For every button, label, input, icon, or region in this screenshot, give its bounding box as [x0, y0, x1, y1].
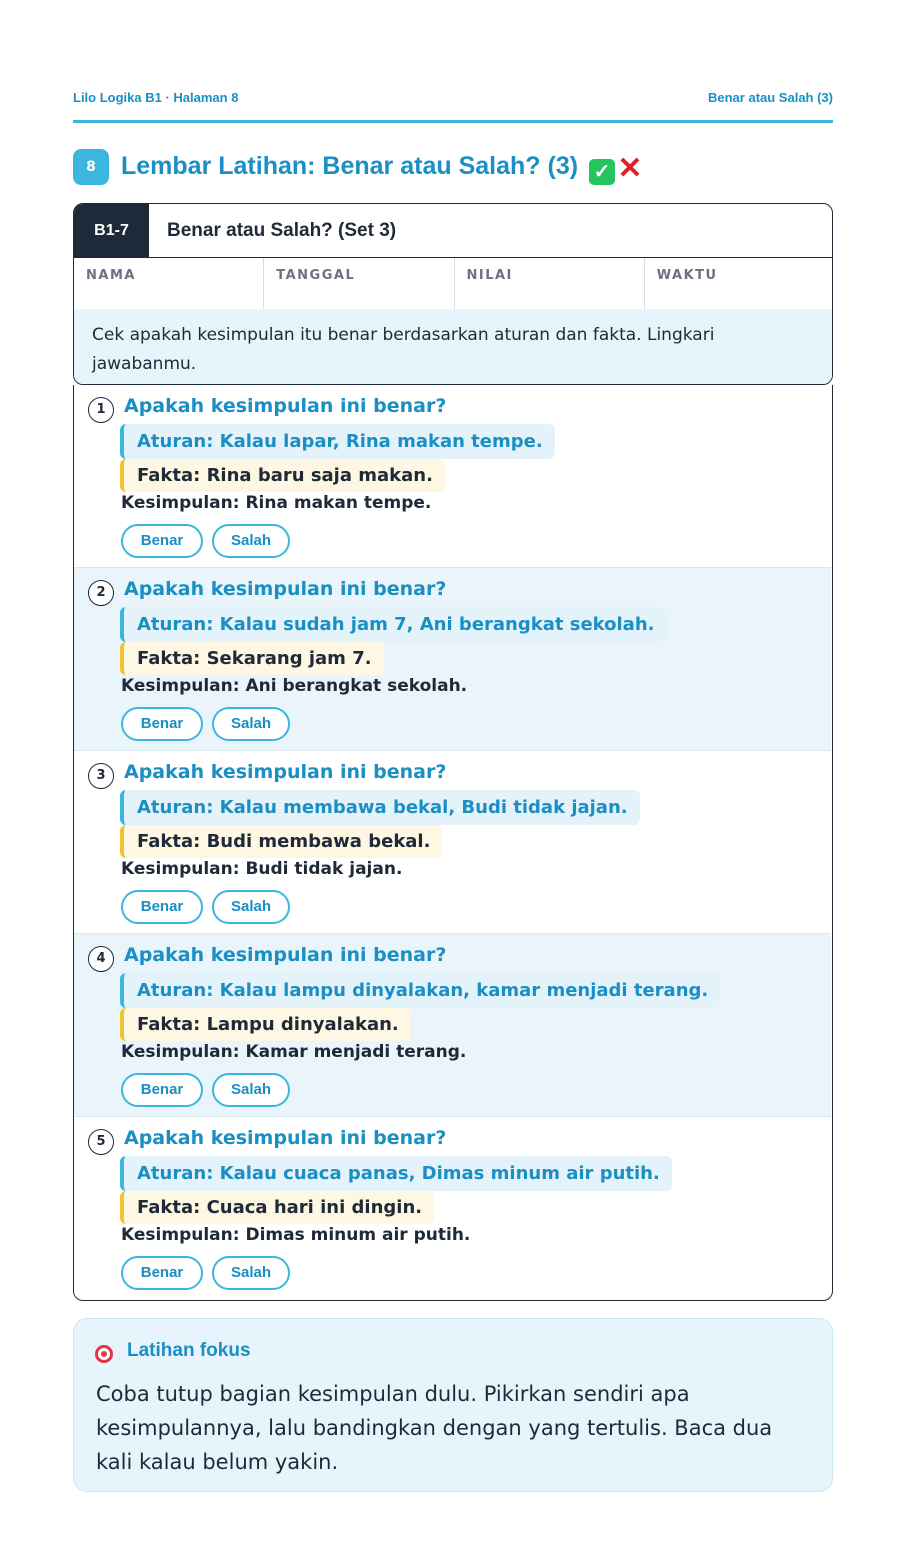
- header-section-title: Benar atau Salah (3): [708, 90, 833, 105]
- worksheet-code: B1-7: [74, 204, 149, 257]
- fact-box: Fakta: Rina baru saja makan.: [120, 459, 445, 492]
- conclusion-text: Kesimpulan: Dimas minum air putih.: [121, 1225, 471, 1245]
- fact-box: Fakta: Cuaca hari ini dingin.: [120, 1191, 434, 1224]
- fact-box: Fakta: Lampu dinyalakan.: [120, 1008, 411, 1041]
- title-text: Lembar Latihan: Benar atau Salah? (3): [121, 152, 579, 180]
- question-item: [74, 568, 831, 751]
- question-number: 4: [88, 946, 114, 972]
- student-fields: [74, 257, 833, 309]
- field-time[interactable]: WAKTU: [656, 268, 718, 283]
- rule-box: Aturan: Kalau lapar, Rina makan tempe.: [120, 424, 555, 459]
- question-number: 5: [88, 1129, 114, 1155]
- question-item: [74, 1117, 831, 1300]
- question-item: [74, 385, 831, 568]
- page-title: [73, 148, 833, 186]
- answer-true-button[interactable]: Benar: [121, 890, 203, 924]
- conclusion-text: Kesimpulan: Kamar menjadi terang.: [121, 1042, 467, 1062]
- rule-box: Aturan: Kalau membawa bekal, Budi tidak jajan.: [120, 790, 640, 825]
- question-text: Apakah kesimpulan ini benar?: [124, 761, 447, 783]
- tip-text: Coba tutup bagian kesimpulan dulu. Pikirkan sendiri apa kesimpulannya, lalu bandingkan dengan yang tertulis. Baca dua kali kalau belum yakin.: [96, 1382, 773, 1474]
- question-text: Apakah kesimpulan ini benar?: [124, 578, 447, 600]
- rule-box: Aturan: Kalau cuaca panas, Dimas minum air putih.: [120, 1156, 672, 1191]
- worksheet-title: Benar atau Salah? (Set 3): [167, 220, 397, 241]
- field-score[interactable]: NILAI: [455, 258, 645, 309]
- question-text: Apakah kesimpulan ini benar?: [124, 395, 447, 417]
- question-number: 1: [88, 397, 114, 423]
- answer-true-button[interactable]: Benar: [121, 707, 203, 741]
- question-list: [73, 385, 833, 1301]
- question-item: [74, 934, 831, 1117]
- target-icon: [95, 1345, 113, 1363]
- fact-box: Fakta: Budi membawa bekal.: [120, 825, 442, 858]
- answer-true-button[interactable]: Benar: [121, 524, 203, 558]
- answer-false-button[interactable]: Salah: [212, 1073, 290, 1107]
- question-text: Apakah kesimpulan ini benar?: [124, 1127, 447, 1149]
- instructions: Cek apakah kesimpulan itu benar berdasarkan aturan dan fakta. Lingkari jawabanmu.: [74, 309, 833, 385]
- question-text: Apakah kesimpulan ini benar?: [124, 944, 447, 966]
- answer-true-button[interactable]: Benar: [121, 1256, 203, 1290]
- header-book-page: Lilo Logika B1 · Halaman 8: [73, 90, 239, 105]
- conclusion-text: Kesimpulan: Budi tidak jajan.: [121, 859, 403, 879]
- cross-mark-icon: ✕: [617, 152, 643, 185]
- field-name[interactable]: NAMA: [74, 258, 264, 309]
- tip-title: Latihan fokus: [127, 1340, 251, 1361]
- fact-box: Fakta: Sekarang jam 7.: [120, 642, 384, 675]
- title-text-wrap: [121, 148, 643, 185]
- answer-false-button[interactable]: Salah: [212, 1256, 290, 1290]
- answer-false-button[interactable]: Salah: [212, 707, 290, 741]
- answer-true-button[interactable]: Benar: [121, 1073, 203, 1107]
- focus-tip-box: [73, 1318, 833, 1492]
- question-number: 3: [88, 763, 114, 789]
- rule-box: Aturan: Kalau lampu dinyalakan, kamar menjadi terang.: [120, 973, 720, 1008]
- page-number-badge: 8: [73, 149, 109, 185]
- answer-false-button[interactable]: Salah: [212, 524, 290, 558]
- check-mark-icon: ✓: [589, 159, 615, 185]
- conclusion-text: Kesimpulan: Rina makan tempe.: [121, 493, 432, 513]
- rule-box: Aturan: Kalau sudah jam 7, Ani berangkat sekolah.: [120, 607, 666, 642]
- answer-false-button[interactable]: Salah: [212, 890, 290, 924]
- page-header: [73, 89, 833, 123]
- question-item: [74, 751, 831, 934]
- question-number: 2: [88, 580, 114, 606]
- field-date[interactable]: TANGGAL: [264, 258, 454, 309]
- conclusion-text: Kesimpulan: Ani berangkat sekolah.: [121, 676, 468, 696]
- worksheet-card: [73, 203, 833, 385]
